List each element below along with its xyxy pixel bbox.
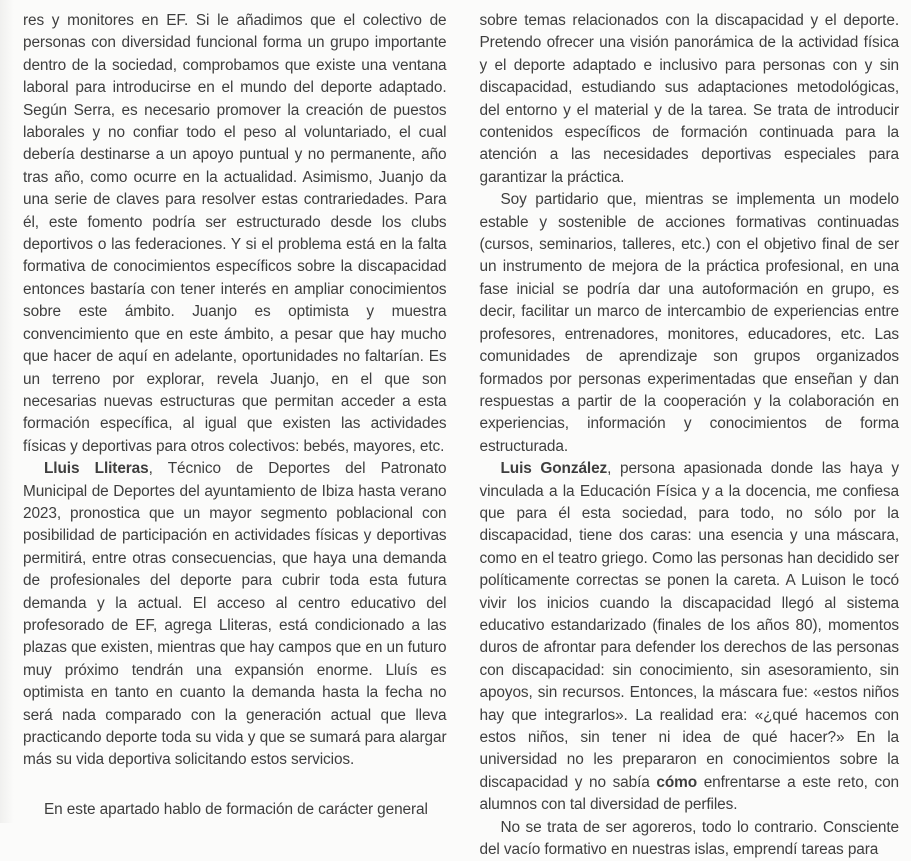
paragraph [480, 817, 900, 861]
paragraph [480, 458, 900, 817]
paragraph-text: res y monitores en EF. Si le añadimos que el colectivo de personas con diversidad funcional forma un grupo importante dentro de la sociedad, comprobamos que existe una ventana laboral para introducirse en el mundo del deporte adaptado. Según Serra, es necesario promover la creación de puestos laborales y no confiar todo el peso al voluntariado, el cual debería destinarse a un apoyo puntual y no permanente, año tras año, como ocurre en la actualidad. Asimismo, Juanjo da una serie de claves para resolver estas contrariedades. Para él, este fomento podría ser estructurado desde los clubs deportivos o las federaciones. Y si el problema está en la falta formativa de conocimientos específicos sobre la discapacidad entonces bastaría con tener interés en ampliar conocimientos sobre este ámbito. Juanjo es optimista y muestra convencimiento que en este ámbito, a pesar que hay mucho que hacer de aquí en adelante, oportunidades no faltarían. Es un terreno por explorar, revela Juanjo, en el que son necesarias nuevas estructuras que permitan acceder a esta formación específica, al igual que existen las actividades físicas y deportivas para otros colectivos: bebés, mayores, etc. [23, 12, 447, 455]
text-column-left [23, 10, 447, 861]
paragraph [23, 799, 447, 821]
person-name-bold: Lluis Lliteras [44, 460, 149, 478]
paragraph-text: , Técnico de Deportes del Patronato Municipal de Deportes del ayuntamiento de Ibiza hasta verano 2023, pronostica que un mayor segmento poblacional con posibilidad de participación en actividades físicas y deportivas permitirá, entre otras consecuencias, que haya una demanda de profesionales del deporte para cubrir toda esta futura demanda y la actual. El acceso al centro educativo del profesorado de EF, agrega Lliteras, está condicionado a las plazas que existen, mientras que hay campos que en un futuro muy próximo tendrán una expansión enorme. Lluís es optimista en tanto en cuanto la demanda hasta la fecha no será nada comparado con la generación actual que lleva practicando deporte toda su vida y que se sumará para alargar más su vida deportiva solicitando estos servicios. [23, 460, 447, 769]
person-name-bold: Luis González [500, 460, 608, 478]
paragraph-text: Soy partidario que, mientras se implementa un modelo estable y sostenible de acciones formativas continuadas (cursos, seminarios, talleres, etc.) con el objetivo final de ser un instrumento de mejora de la práctica profesional, en una fase inicial se podría dar una autoformación en grupo, es decir, facilitar un marco de intercambio de experiencias entre profesores, entrenadores, monitores, educadores, etc. Las comunidades de aprendizaje son grupos organizados formados por personas experimentadas que enseñan y dan respuestas a partir de la cooperación y la colaboración en experiencias, información y conocimientos de forma estructurada. [479, 191, 899, 455]
text-column-right [480, 10, 900, 861]
paragraph [23, 10, 447, 458]
paragraph [23, 458, 447, 772]
paragraph-text: No se trata de ser agoreros, todo lo contrario. Consciente del vacío formativo en nuestras islas, emprendí tareas para [479, 818, 899, 859]
emphasized-word: cómo [656, 773, 698, 791]
paragraph [480, 189, 900, 458]
paragraph-text: En este apartado hablo de formación de carácter general [44, 800, 428, 818]
paragraph-text: sobre temas relacionados con la discapacidad y el deporte. Pretendo ofrecer una visión panorámica de la actividad física y el deporte adaptado e inclusivo para personas con y sin discapacidad, estudiando sus adaptaciones metodológicas, del entorno y el material y de la tarea. Se trata de introducir contenidos específicos de formación continuada para la atención a las necesidades deportivas especiales para garantizar la práctica. [479, 12, 899, 186]
paragraph-text: , persona apasionada donde las haya y vinculada a la Educación Física y a la docencia, me confiesa que para él esta sociedad, para todo, no sólo por la discapacidad, tiene dos caras: una esencia y una máscara, como en el teatro griego. Como las personas han decidido ser políticamente correctas se ponen la careta. A Luison le tocó vivir los inicios cuando la discapacidad llegó al sistema educativo estandarizado (finales de los años 80), momentos duros de afrontar para defender los derechos de las personas con discapacidad: sin conocimiento, sin asesoramiento, sin apoyos, sin recursos. Entonces, la máscara fue: «estos niños hay que integrarlos». La realidad era: «¿qué hacemos con estos niños, sin tener ni idea de qué hacer?» En la universidad no les prepararon en conocimientos sobre la discapacidad y no sabía [479, 460, 899, 791]
paragraph-text: enfrentarse a este reto, con alumnos con tal diversidad de perfiles. [479, 773, 899, 814]
paragraph [480, 10, 900, 189]
